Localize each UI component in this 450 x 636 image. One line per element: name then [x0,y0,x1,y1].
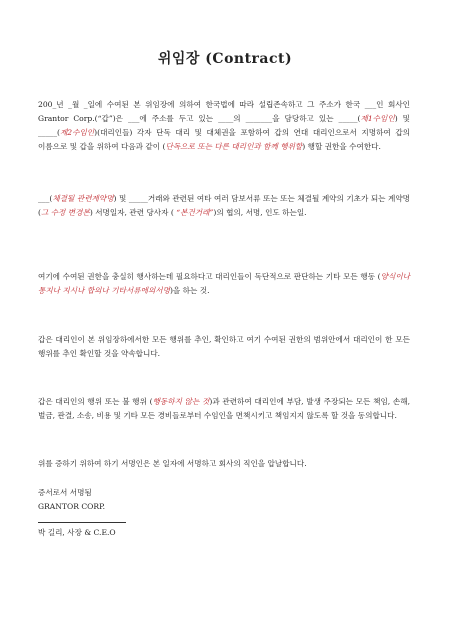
paragraph-contract-execution [38,192,410,220]
signed-as-deed-label: 증서로서 서명됨 [38,488,92,497]
highlighted-placeholder-text: 그 수정 변경본 [40,208,90,217]
paragraph-text-segment: )(대리인들) 각자 단독 대리 및 대체권을 포함하여 갑의 연대 대리인으로서 지명하여 갑의 이름으로 및 갑을 위하여 다음과 같이 ( [38,128,410,151]
paragraph-indemnification [38,395,410,423]
paragraph-text-segment: ) 및 _____거래와 관련된 여타 여러 담보서류 또는 또는 체결될 계약의 기초가 되는 계약명 ( [38,194,410,217]
highlighted-placeholder-text: 체결될 관련계약명 [52,194,114,203]
paragraph-ratification [38,333,410,361]
paragraph-text-segment: )과 관련하여 대리인에 부담, 발생 주장되는 모든 책임, 손해, 벌금, 판결, 소송, 비용 및 기타 모든 경비들로부터 수임인을 면책시키고 책임지지 않도록 할 것을 동의합니다. [38,397,410,420]
paragraph-text-segment: 200_년 _월 _일에 수여된 본 위임장에 의하여 한국법에 따라 설립존속하고 그 주소가 한국 ___인 회사인 Grantor Corp.(“갑”)은 ___에 주소를 두고 있는 ____의 _______을 담당하고 있는 _____( [38,100,410,123]
signature-line [38,522,126,523]
highlighted-placeholder-text: 단독으로 또는 다른 대리인과 함께 행위할 [165,142,303,151]
grantor-company-name: GRANTOR CORP. [38,502,106,511]
paragraph-text-segment: ) 행할 권한을 수여한다. [302,142,381,151]
paragraph-text-segment: )의 협의, 서명, 인도 하는일. [213,208,307,217]
paragraph-grant-of-authority [38,98,410,154]
paragraph-text-segment: )을 하는 것. [169,286,210,295]
highlighted-placeholder-text: 제1수임인 [360,114,395,123]
paragraph-text-segment: ) 및 _____( [38,114,411,137]
paragraph-other-actions [38,270,410,298]
highlighted-placeholder-text: 제2수임인 [59,128,95,137]
paragraph-text-segment: 여기에 수여된 권한을 충실히 행사하는데 필요하다고 대리인들이 독단적으로 판단하는 기타 모든 행동 ( [38,272,381,281]
highlighted-placeholder-text: 행동하지 않는 것 [152,397,210,406]
paragraph-text-segment: ) 서명일자, 관련 당사자 ( [89,208,177,217]
paragraph-text-segment: ___( [38,194,53,203]
signer-name: 박 길리, 사장 & C.E.O [38,528,116,537]
paragraph-attestation [38,457,410,471]
paragraph-text-segment: 갑은 대리인이 본 위임장하에서한 모든 행위를 추인, 확인하고 여기 수여된 권한의 범위안에서 대리인이 한 모든 행위를 추인 확인할 것을 약속합니다. [38,335,410,358]
paragraph-text-segment: 위를 증하기 위하여 하기 서명인은 본 일자에 서명하고 회사의 직인을 압날합니다. [38,459,307,468]
paragraph-text-segment: 갑은 대리인의 행위 또는 불 행위 ( [38,397,153,406]
document-title: 위임장 (Contract) [157,51,293,67]
signature-block [38,486,105,514]
highlighted-placeholder-text: “본건거래” [176,208,214,217]
highlighted-placeholder-text: 양식이나 통지나 지시나 합의나 기타서류에의서명 [38,272,410,295]
